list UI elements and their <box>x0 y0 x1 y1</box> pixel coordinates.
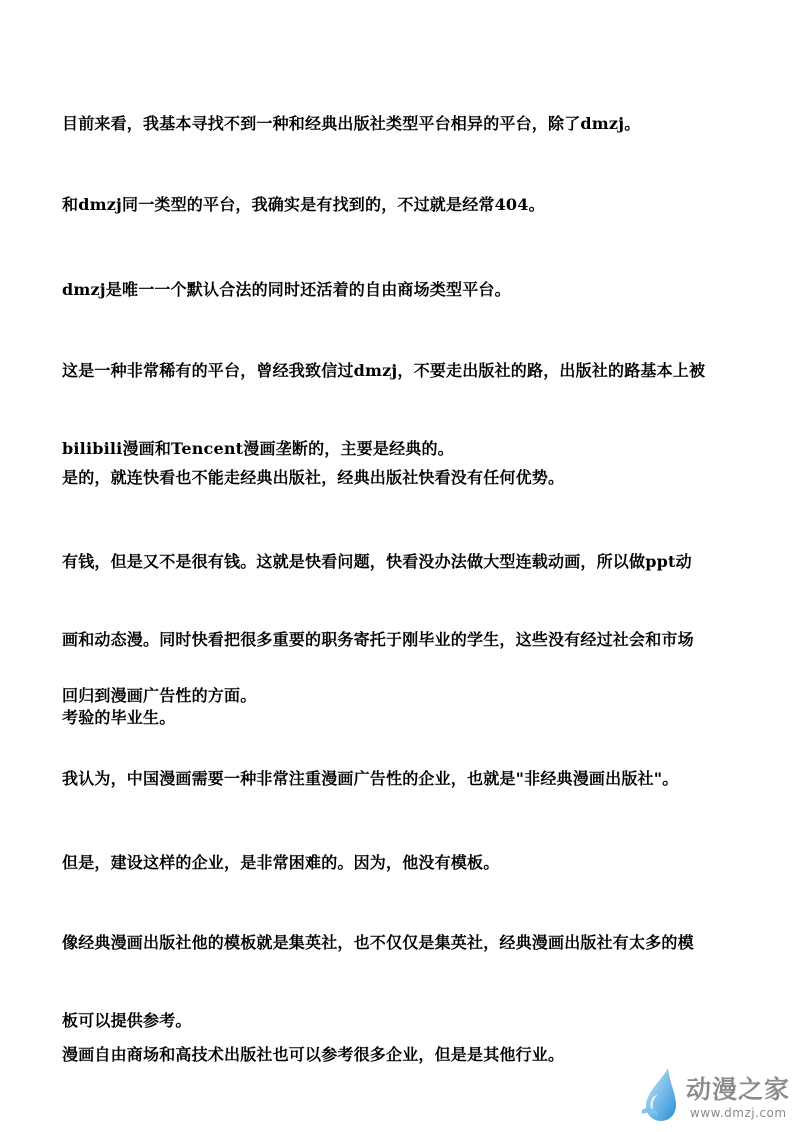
paragraph-line: 我认为，中国漫画需要一种非常注重漫画广告性的企业，也就是"非经典漫画出版社"。 <box>62 769 679 788</box>
water-drop-logo-icon <box>638 1066 682 1122</box>
watermark-site-name: 动漫之家 <box>686 1075 791 1104</box>
paragraph-line: 画和动态漫。同时快看把很多重要的职务寄托于刚毕业的学生，这些没有经过社会和市场 <box>62 630 694 649</box>
paragraph-line: 回归到漫画广告性的方面。 <box>62 686 257 705</box>
paragraph-line: 像经典漫画出版社他的模板就是集英社，也不仅仅是集英社，经典漫画出版社有太多的模 <box>62 933 694 952</box>
paragraph-line: bilibili漫画和Tencent漫画垄断的，主要是经典的。 <box>62 439 454 458</box>
paragraph-line: 这是一种非常稀有的平台，曾经我致信过dmzj，不要走出版社的路，出版社的路基本上被 <box>62 361 706 380</box>
paragraph-line: dmzj是唯一一个默认合法的同时还活着的自由商场类型平台。 <box>62 280 511 299</box>
watermark-url: www.dmzj.com <box>690 1106 787 1120</box>
paragraph-line: 是的，就连快看也不能走经典出版社，经典出版社快看没有任何优势。 <box>62 468 565 487</box>
paragraph-line: 目前来看，我基本寻找不到一种和经典出版社类型平台相异的平台，除了dmzj。 <box>62 114 641 133</box>
paragraph-line: 有钱，但是又不是很有钱。这就是快看问题，快看没办法做大型连载动画，所以做ppt动 <box>62 552 692 571</box>
paragraph-line: 考验的毕业生。 <box>62 708 176 727</box>
paragraph-line: 漫画自由商场和高技术出版社也可以参考很多企业，但是是其他行业。 <box>62 1045 565 1064</box>
site-watermark <box>638 1066 790 1126</box>
paragraph-line: 但是，建设这样的企业，是非常困难的。因为，他没有模板。 <box>62 853 500 872</box>
paragraph-line: 和dmzj同一类型的平台，我确实是有找到的，不过就是经常404。 <box>62 195 545 214</box>
paragraph-line: 板可以提供参考。 <box>62 1011 192 1030</box>
